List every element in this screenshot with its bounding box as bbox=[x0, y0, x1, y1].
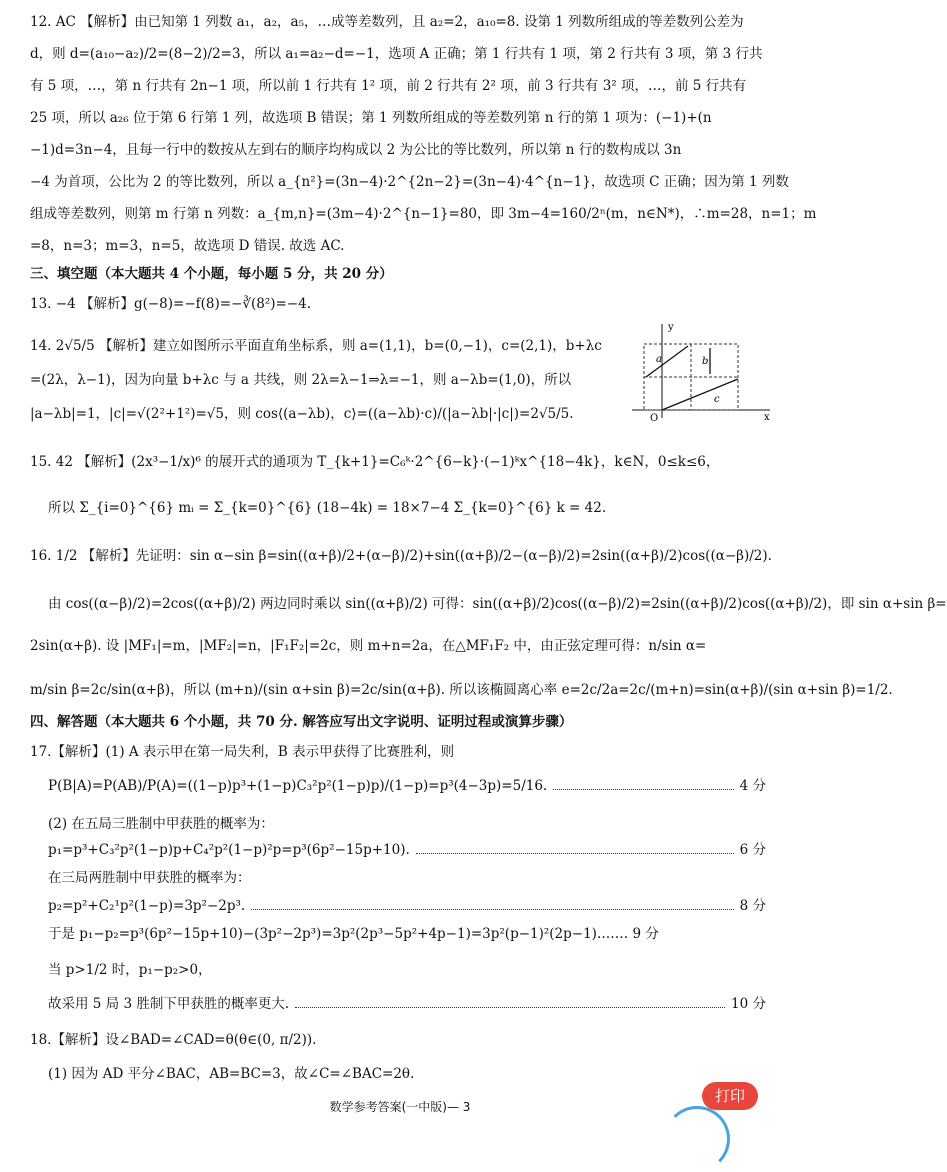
page-footer: 数学参考答案(一中版)— 3 bbox=[329, 1100, 471, 1114]
q18-intro: 18.【解析】设∠BAD=∠CAD=θ(θ∈(0, π/2)). bbox=[30, 1032, 317, 1048]
q12-line-6: −4 为首项，公比为 2 的等比数列，所以 a_{n²}=(3n−4)·2^{2n−2}=(3n−4)·4^{n−1}，故选项 C 正确；因为第 1 列数 bbox=[30, 174, 789, 190]
vector-c bbox=[662, 379, 738, 410]
score-4: 4 分 bbox=[739, 778, 766, 794]
q13-line: 13. −4 【解析】g(−8)=−f(8)=−∛(8²)=−4. bbox=[30, 296, 312, 312]
q17-conclusion bbox=[48, 994, 766, 1014]
q14-line-2: =(2λ，λ−1)，因为向量 b+λc 与 a 共线，则 2λ=λ−1⇒λ=−1，则 a−λb=(1,0)，所以 bbox=[30, 372, 572, 388]
section-heading-solutions: 四、解答题（本大题共 6 个小题，共 70 分. 解答应写出文字说明、证明过程或演算步骤） bbox=[30, 714, 573, 730]
q12-line-8: =8，n=3；m=3，n=5，故选项 D 错误. 故选 AC. bbox=[30, 238, 345, 254]
score-8: 8 分 bbox=[739, 898, 766, 914]
q16-line-3: 2sin(α+β). 设 |MF₁|=m，|MF₂|=n，|F₁F₂|=2c，则 m+n=2a，在△MF₁F₂ 中，由正弦定理可得：n/sin α= bbox=[30, 638, 707, 654]
fig-label-o: O bbox=[650, 413, 659, 424]
q18-part-1: (1) 因为 AD 平分∠BAC，AB=BC=3，故∠C=∠BAC=2θ. bbox=[48, 1066, 415, 1082]
q17-step-4-text: 于是 p₁−p₂=p³(6p²−15p+10)−(3p²−2p³)=3p²(2p³−5p²+4p−1)=3p²(p−1)²(2p−1). bbox=[48, 926, 602, 942]
q16-line-2: 由 cos((α−β)/2)=2cos((α+β)/2) 两边同时乘以 sin((α+β)/2) 可得：sin((α+β)/2)cos((α−β)/2)=2sin((α+β)/2)cos((α+β)/2)，即 sin α+sin β= bbox=[48, 596, 947, 612]
q17-step-1 bbox=[48, 776, 766, 796]
q12-line-3: 有 5 项，…，第 n 行共有 2n−1 项，所以前 1 行共有 1² 项，前 2 行共有 2² 项，前 3 行共有 3² 项，…，前 5 行共有 bbox=[30, 78, 747, 94]
fig-label-b: b bbox=[702, 356, 709, 367]
leader-dots bbox=[553, 789, 733, 790]
q17-step-3 bbox=[48, 896, 766, 916]
q16-line-4: m/sin β=2c/sin(α+β)，所以 (m+n)/(sin α+sin β)=2c/sin(α+β). 所以该椭圆离心率 e=2c/2a=2c/(m+n)=sin(α+β)/(sin α+sin β)=1/2. bbox=[30, 682, 893, 698]
print-button[interactable]: 打印 bbox=[702, 1082, 758, 1110]
q16-line-1: 16. 1/2 【解析】先证明：sin α−sin β=sin((α+β)/2+(α−β)/2)+sin((α+β)/2−(α−β)/2)=2sin((α+β)/2)cos((α−β)/2). bbox=[30, 548, 772, 564]
q17-three-games: 在三局两胜制中甲获胜的概率为： bbox=[48, 870, 251, 886]
coordinate-figure bbox=[632, 322, 772, 424]
q17-step-3-text: p₂=p²+C₂¹p²(1−p)=3p²−2p³. bbox=[48, 898, 246, 914]
q12-line-4: 25 项，所以 a₂₆ 位于第 6 行第 1 列，故选项 B 错误；第 1 列数所组成的等差数列第 n 行的第 1 项为：(−1)+(n bbox=[30, 110, 712, 126]
leader-dots bbox=[295, 1007, 725, 1008]
fig-label-x: x bbox=[764, 412, 770, 423]
loading-spinner-icon bbox=[664, 1106, 730, 1172]
q17-step-4 bbox=[48, 924, 766, 944]
score-9: …… 9 分 bbox=[601, 926, 659, 942]
q12-line-1: 12. AC 【解析】由已知第 1 列数 a₁，a₂，a₅，…成等差数列，且 a₂=2，a₁₀=8. 设第 1 列数所组成的等差数列公差为 bbox=[30, 14, 744, 30]
leader-dots bbox=[416, 853, 734, 854]
fig-label-c: c bbox=[714, 394, 720, 405]
q12-line-5: −1)d=3n−4，且每一行中的数按从左到右的顺序均构成以 2 为公比的等比数列，所以第 n 行的数构成以 3n bbox=[30, 142, 682, 158]
q17-step-1-text: P(B|A)=P(AB)/P(A)=((1−p)p³+(1−p)C₃²p²(1−p)p)/(1−p)=p³(4−3p)=5/16. bbox=[48, 778, 548, 794]
q12-line-2: d，则 d=(a₁₀−a₂)/2=(8−2)/2=3，所以 a₁=a₂−d=−1，选项 A 正确；第 1 行共有 1 项，第 2 行共有 3 项，第 3 行共 bbox=[30, 46, 763, 62]
q17-conclusion-text: 故采用 5 局 3 胜制下甲获胜的概率更大. bbox=[48, 996, 290, 1012]
q12-line-7: 组成等差数列，则第 m 行第 n 列数：a_{m,n}=(3m−4)·2^{n−1}=80，即 3m−4=160/2ⁿ(m，n∈N*)，∴m=28，n=1；m bbox=[30, 206, 817, 222]
fig-label-a: a bbox=[656, 354, 662, 365]
vector-a bbox=[646, 346, 688, 377]
q17-intro: 17.【解析】(1) A 表示甲在第一局失利，B 表示甲获得了比赛胜利，则 bbox=[30, 744, 455, 760]
leader-dots bbox=[251, 909, 733, 910]
q14-line-1: 14. 2√5/5 【解析】建立如图所示平面直角坐标系，则 a=(1,1)，b=(0,−1)，c=(2,1)，b+λc bbox=[30, 338, 602, 354]
q17-step-2-text: p₁=p³+C₃²p²(1−p)p+C₄²p²(1−p)²p=p³(6p²−15p+10). bbox=[48, 842, 410, 858]
q15-line-1: 15. 42 【解析】(2x³−1/x)⁶ 的展开式的通项为 T_{k+1}=C₆ᵏ·2^{6−k}·(−1)ᵏx^{18−4k}，k∈N，0≤k≤6， bbox=[30, 454, 720, 470]
score-6: 6 分 bbox=[739, 842, 766, 858]
q15-line-2: 所以 Σ_{i=0}^{6} mᵢ = Σ_{k=0}^{6} (18−4k) = 18×7−4 Σ_{k=0}^{6} k = 42. bbox=[48, 500, 607, 516]
q17-part-2: (2) 在五局三胜制中甲获胜的概率为： bbox=[48, 816, 274, 832]
section-heading-fill-in: 三、填空题（本大题共 4 个小题，每小题 5 分，共 20 分） bbox=[30, 266, 393, 282]
fig-label-y: y bbox=[668, 322, 674, 333]
q17-condition: 当 p>1/2 时，p₁−p₂>0， bbox=[48, 962, 212, 978]
score-10: 10 分 bbox=[731, 996, 766, 1012]
q17-step-2 bbox=[48, 840, 766, 860]
q14-line-3: |a−λb|=1，|c|=√(2²+1²)=√5，则 cos⟨(a−λb)，c⟩=((a−λb)·c)/(|a−λb|·|c|)=2√5/5. bbox=[30, 406, 574, 422]
